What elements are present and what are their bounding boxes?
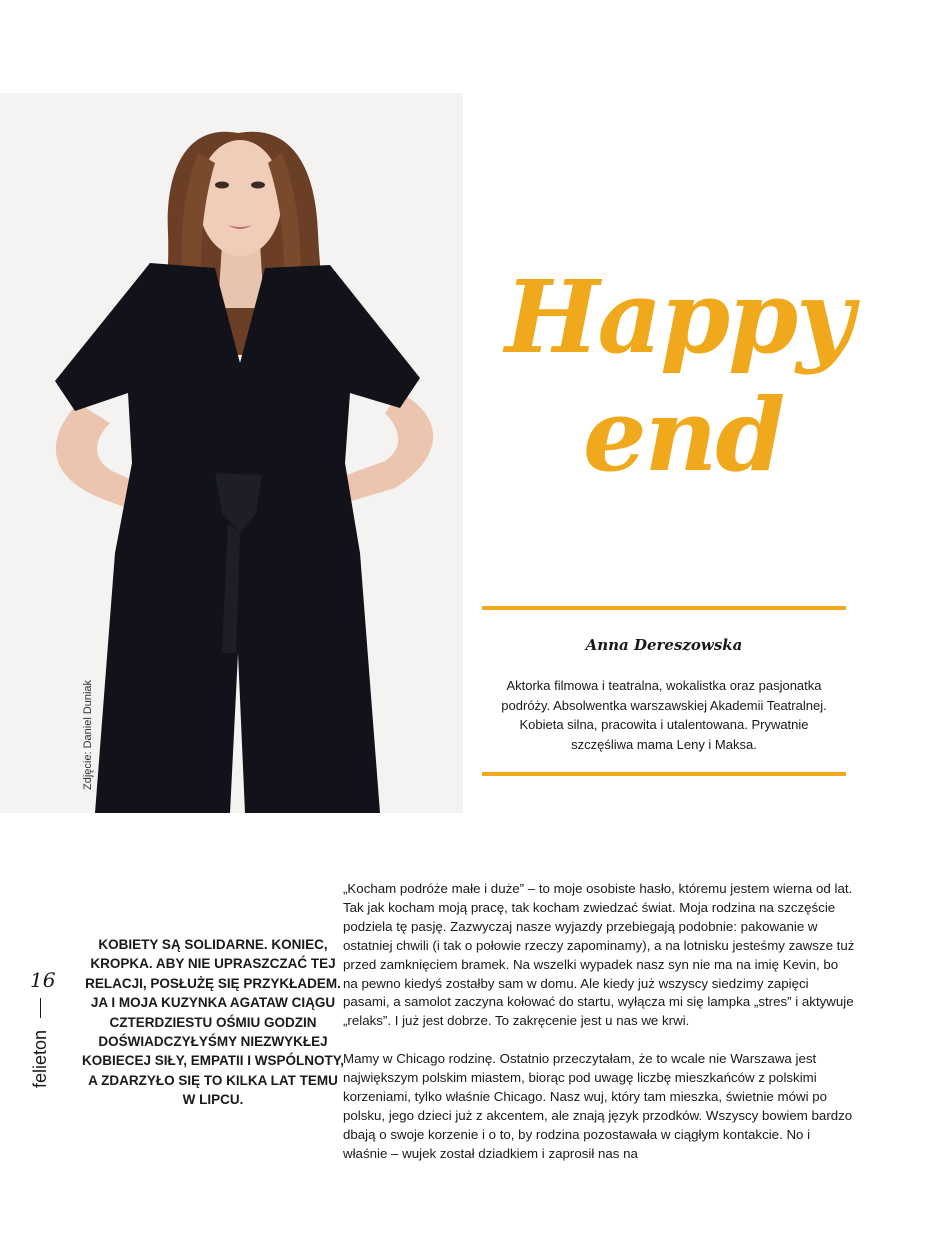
portrait-illustration (0, 93, 463, 813)
page-number-divider (40, 998, 41, 1018)
title-line-1: Happy (505, 258, 853, 376)
body-paragraph-2: Mamy w Chicago rodzinę. Ostatnio przeczytałam, że to wcale nie Warszawa jest największym polskim miastem, biorąc pod uwagę liczbę mieszkańców z polskimi korzeniami, tylko właśnie Chicago. Nasz wuj, który tam mieszka, świetnie mówi po polsku, jego dzieci już z akcentem, ale znają język przodków. Wszyscy bowiem bardzo dbają o swoje korzenie i o to, by rodzina pozostawała w ciągłym kontakcie. No i właśnie – wujek został dziadkiem i zaprosił nas na (343, 1051, 853, 1161)
title-line-2: end (583, 376, 784, 494)
top-divider (482, 606, 846, 610)
portrait-photo (0, 93, 463, 813)
article-body (343, 880, 855, 1182)
body-paragraph-1: „Kocham podróże małe i duże” – to moje osobiste hasło, któremu jestem wierna od lat. Tak jak kocham moją pracę, tak kocham zwiedzać świat. Moja rodzina na szczęście podziela tę pasję. Zazwyczaj nasze wyjazdy przebiegają podobnie: pakowanie w ostatniej chwili (i tak o połowie rzeczy zapominamy), a na lotnisku jesteśmy zawsze tuż przed zamknięciem bramek. Na wszelki wypadek nasz syn nie ma na imię Kevin, bo na pewno kiedyś zostałby sam w domu. Ale kiedy już wszyscy siedzimy zapięci pasami, a samolot zaczyna kołować do startu, wyłącza mi się lampka „stres” i aktywuje „relaks”. I już jest dobrze. To zakręcenie jest u nas we krwi. (343, 881, 855, 1029)
author-bio: Aktorka filmowa i teatralna, wokalistka oraz pasjonatka podróży. Absolwentka warszawskiej Akademii Teatralnej. Kobieta silna, pracowita i utalentowana. Prywatnie szczęśliwa mama Leny i Maksa. (501, 678, 827, 752)
bottom-divider (482, 772, 846, 776)
photo-credit: Zdjęcie: Daniel Duniak (82, 679, 94, 790)
pull-quote: KOBIETY SĄ SOLIDARNE. KONIEC, KROPKA. ABY NIE UPRASZCZAĆ TEJ RELACJI, POSŁUŻĘ SIĘ PRZYKŁADEM. JA I MOJA KUZYNKA AGATAW CIĄGU CZTERDZIESTU OŚMIU GODZIN DOŚWIADCZYŁYŚMY NIEZWYKŁEJ KOBIECEJ SIŁY, EMPATII I WSPÓLNOTY, A ZDARZYŁO SIĘ TO KILKA LAT TEMU W LIPCU. (81, 937, 345, 1108)
article-title (505, 258, 865, 494)
page-number: 16 (30, 968, 56, 992)
section-label: felieton (30, 1029, 50, 1088)
author-name: Anna Dereszowska (585, 636, 743, 654)
